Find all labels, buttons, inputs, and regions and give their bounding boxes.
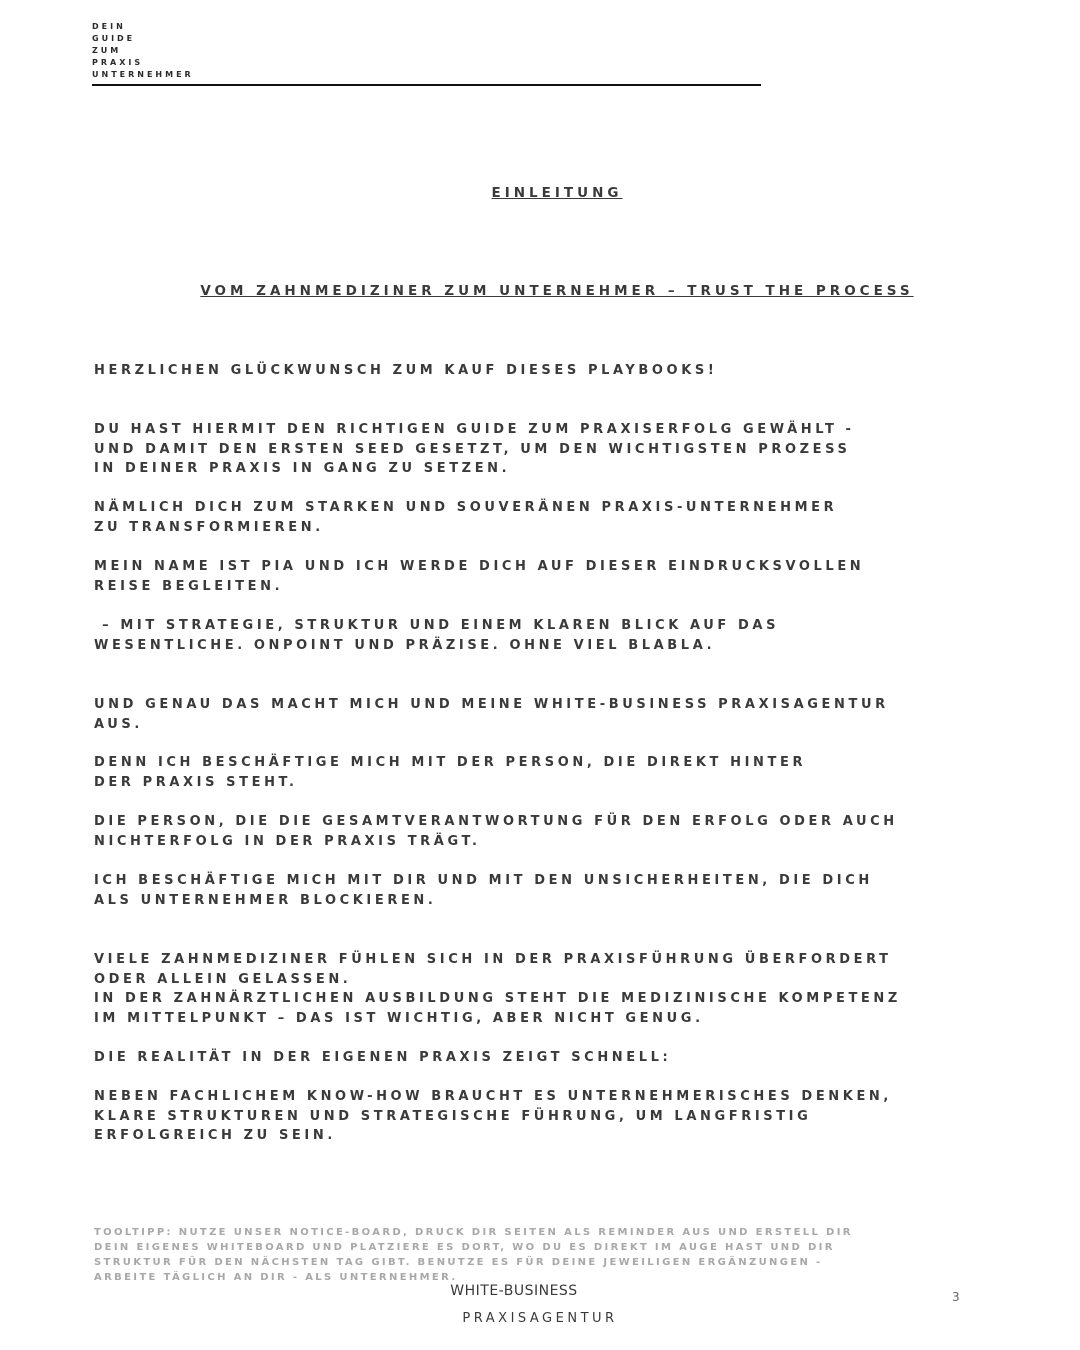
paragraph: NEBEN FACHLICHEM KNOW-HOW BRAUCHT ES UNTERNEHMERISCHES DENKEN, KLARE STRUKTUREN UND STRATEGISCHE FÜHRUNG, UM LANGFRISTIG ERFOLGREICH ZU SEIN. bbox=[94, 1089, 892, 1144]
paragraph: DU HAST HIERMIT DEN RICHTIGEN GUIDE ZUM PRAXISERFOLG GEWÄHLT - UND DAMIT DEN ERSTEN SEED GESETZT, UM DEN WICHTIGSTEN PROZESS IN DEINER PRAXIS IN GANG ZU SETZEN. bbox=[94, 422, 855, 477]
paragraph: – MIT STRATEGIE, STRUKTUR UND EINEM KLAREN BLICK AUF DAS WESENTLICHE. ONPOINT UND PRÄZISE. OHNE VIEL BLABLA. bbox=[94, 618, 780, 653]
header-divider bbox=[92, 84, 761, 86]
paragraph: DIE PERSON, DIE DIE GESAMTVERANTWORTUNG FÜR DEN ERFOLG ODER AUCH NICHTERFOLG IN DER PRAXIS TRÄGT. bbox=[94, 814, 898, 849]
paragraph: NÄMLICH DICH ZUM STARKEN UND SOUVERÄNEN PRAXIS-UNTERNEHMER ZU TRANSFORMIEREN. bbox=[94, 500, 838, 535]
header-line: PRAXIS bbox=[92, 58, 144, 67]
footer-brand-line1: WHITE-BUSINESS bbox=[450, 1283, 578, 1299]
paragraph: VIELE ZAHNMEDIZINER FÜHLEN SICH IN DER PRAXISFÜHRUNG ÜBERFORDERT ODER ALLEIN GELASSEN. IN DER ZAHNÄRZTLICHEN AUSBILDUNG STEHT DIE MEDIZINISCHE KOMPETENZ IM MITTELPUNKT – DAS IST WICHTIG, ABER NICHT GENUG. bbox=[94, 952, 901, 1026]
footer-brand-line2: PRAXISAGENTUR bbox=[462, 1311, 618, 1326]
page-title: EINLEITUNG bbox=[491, 185, 623, 201]
paragraph: DIE REALITÄT IN DER EIGENEN PRAXIS ZEIGT SCHNELL: bbox=[94, 1050, 672, 1065]
paragraph: ICH BESCHÄFTIGE MICH MIT DIR UND MIT DEN UNSICHERHEITEN, DIE DICH ALS UNTERNEHMER BLOCKIEREN. bbox=[94, 873, 873, 908]
header-line: DEIN bbox=[92, 22, 126, 31]
tooltip-note: TOOLTIPP: NUTZE UNSER NOTICE-BOARD, DRUCK DIR SEITEN ALS REMINDER AUS UND ERSTELL DIR DEIN EIGENES WHITEBOARD UND PLATZIERE ES DORT, WO DU ES DIREKT IM AUGE HAST UND DIR STRUKTUR FÜR DEN NÄCHSTEN TAG GIBT. BENUTZE ES FÜR DEINE JEWEILIGEN ERGÄNZUNGEN - ARBEITE TÄGLICH AN DIR - ALS UNTERNEHMER. bbox=[94, 1227, 853, 1283]
header-line: UNTERNEHMER bbox=[92, 70, 194, 79]
header-label bbox=[92, 21, 194, 81]
header-line: GUIDE bbox=[92, 34, 136, 43]
paragraph: MEIN NAME IST PIA UND ICH WERDE DICH AUF DIESER EINDRUCKSVOLLEN REISE BEGLEITEN. bbox=[94, 559, 865, 594]
page-subtitle: VOM ZAHNMEDIZINER ZUM UNTERNEHMER – TRUST THE PROCESS bbox=[200, 283, 914, 299]
header-line: ZUM bbox=[92, 46, 122, 55]
paragraph: DENN ICH BESCHÄFTIGE MICH MIT DER PERSON, DIE DIREKT HINTER DER PRAXIS STEHT. bbox=[94, 755, 807, 790]
page-number: 3 bbox=[952, 1290, 960, 1304]
paragraph: HERZLICHEN GLÜCKWUNSCH ZUM KAUF DIESES PLAYBOOKS! bbox=[94, 363, 718, 378]
paragraph: UND GENAU DAS MACHT MICH UND MEINE WHITE-BUSINESS PRAXISAGENTUR AUS. bbox=[94, 697, 889, 732]
